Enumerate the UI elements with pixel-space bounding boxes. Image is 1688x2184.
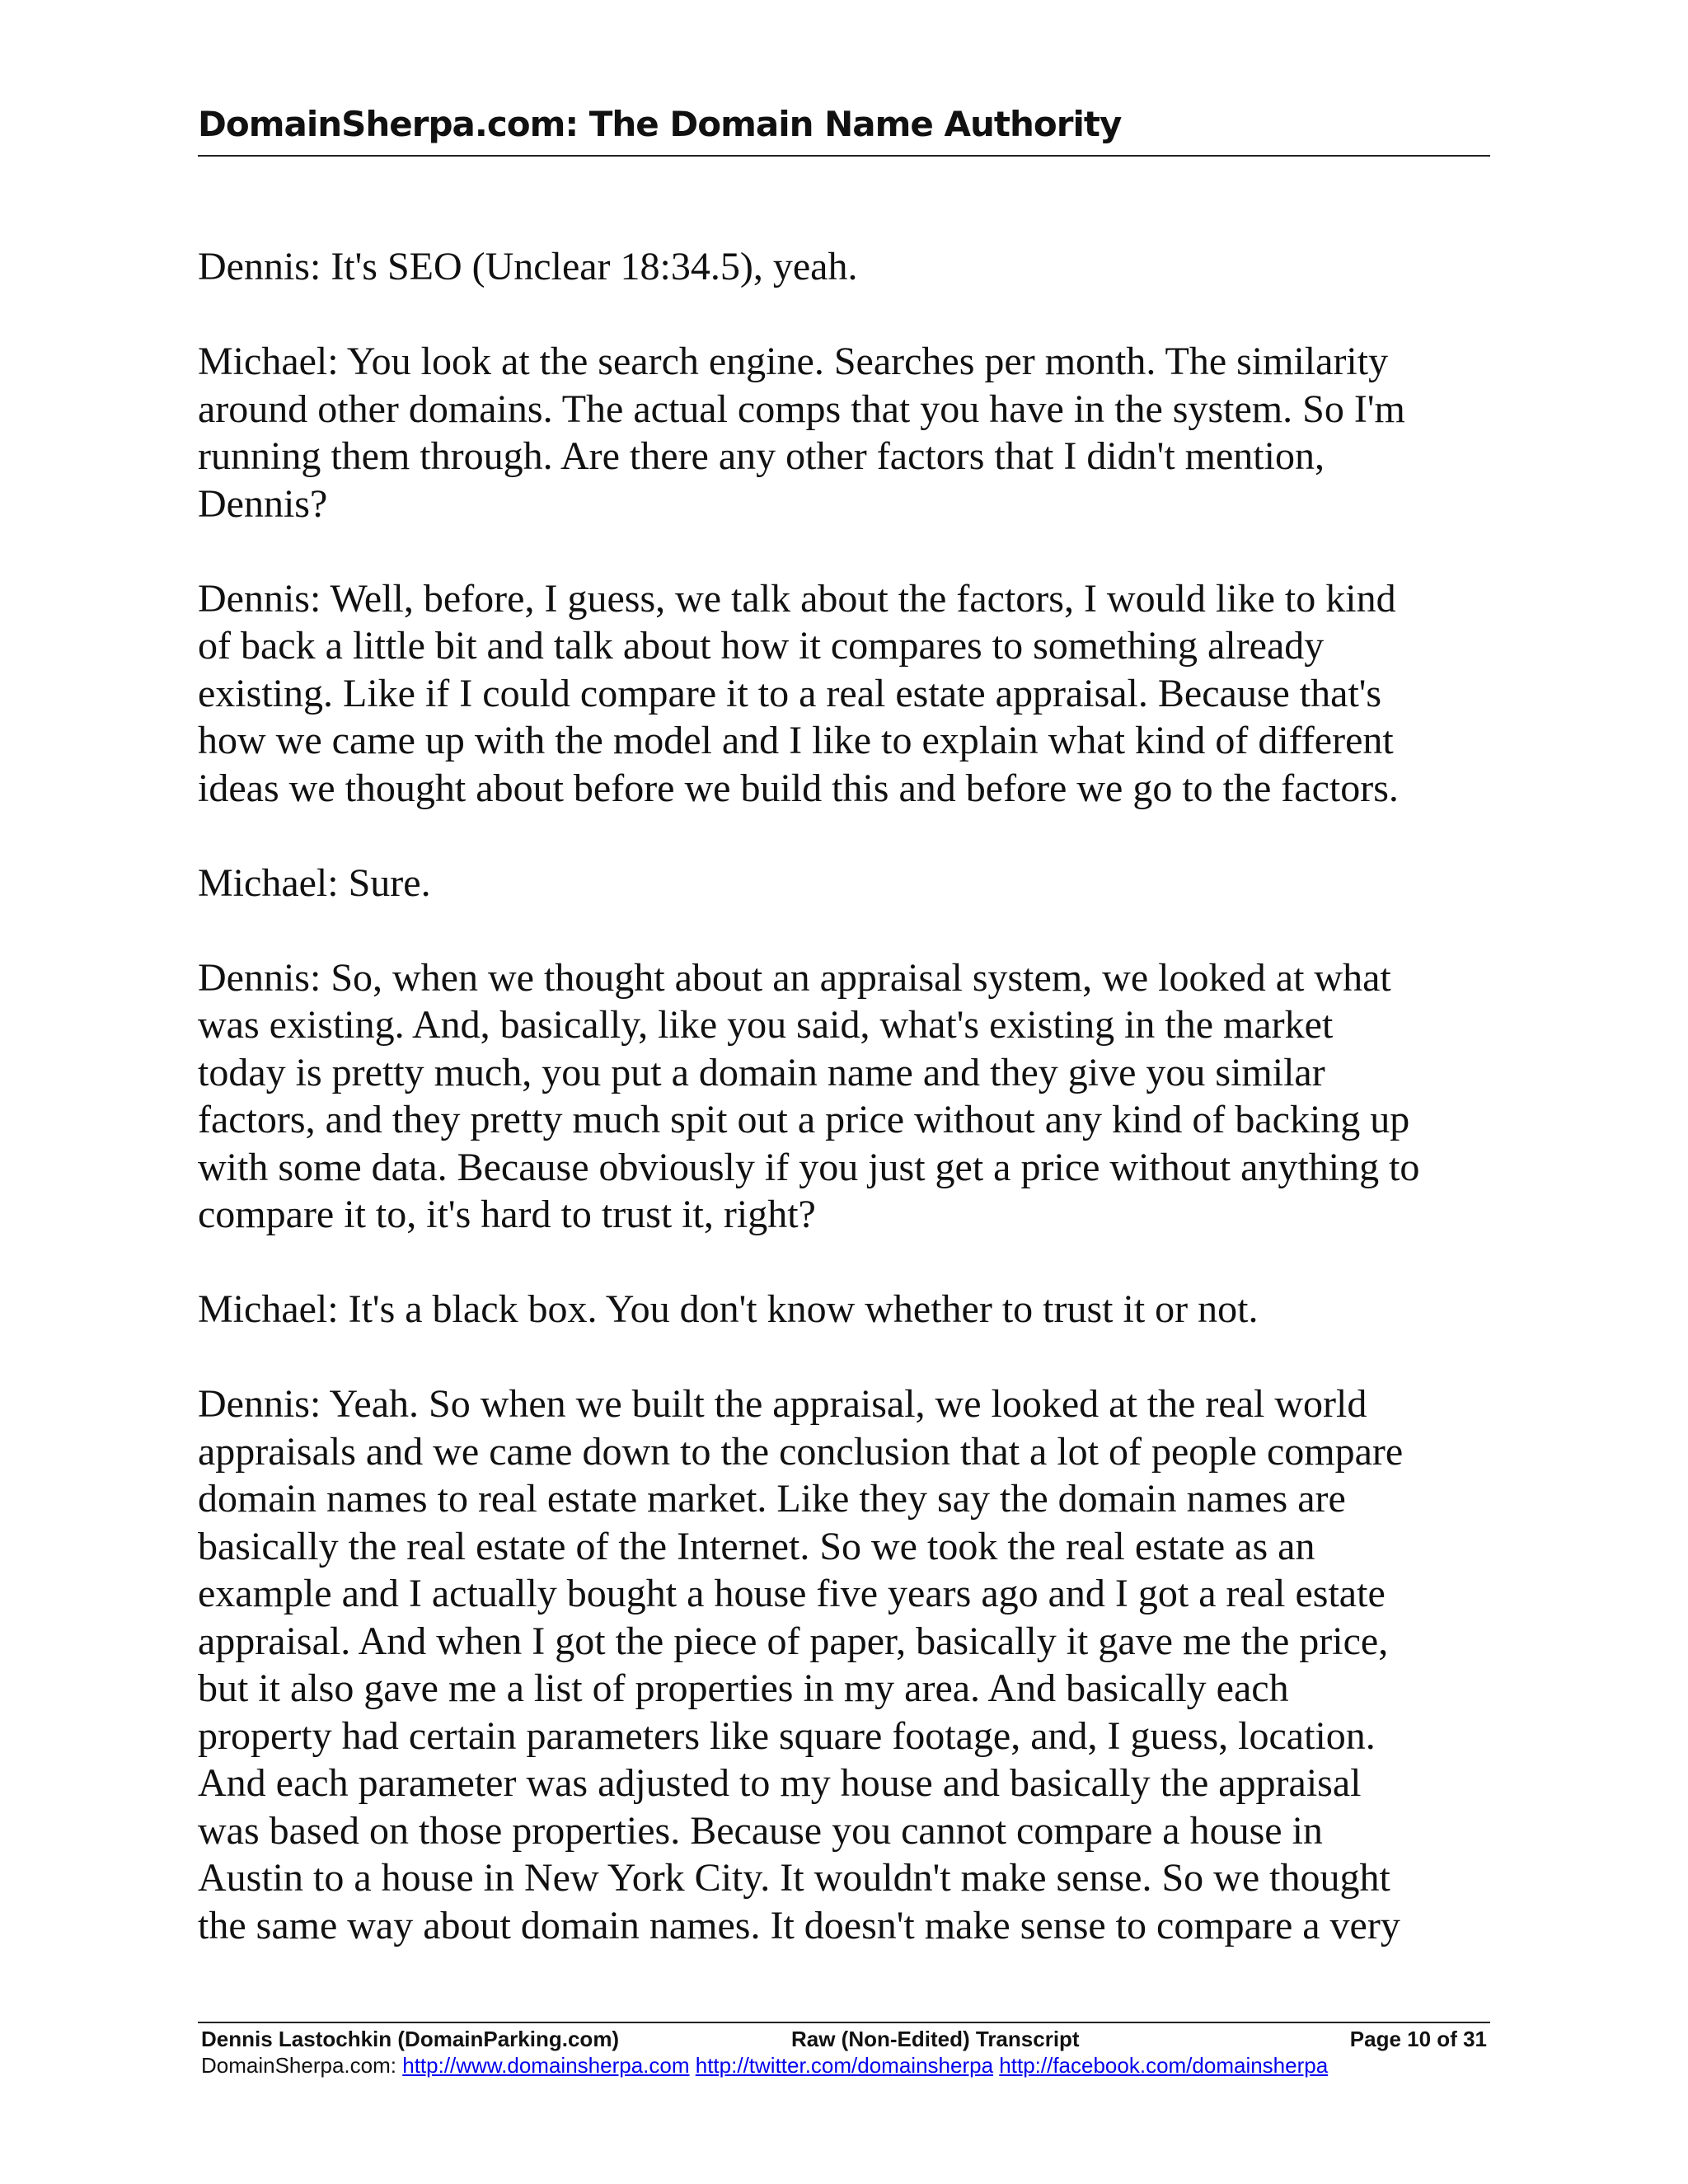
- footer-link-twitter[interactable]: http://twitter.com/domainsherpa: [695, 2053, 994, 2078]
- transcript-paragraph: Dennis: It's SEO (Unclear 18:34.5), yeah.: [198, 245, 858, 288]
- page-title: DomainSherpa.com: The Domain Name Authority: [198, 104, 1122, 144]
- page-footer: [198, 2022, 1490, 2079]
- footer-link-website[interactable]: http://www.domainsherpa.com: [402, 2053, 690, 2078]
- transcript-body: [198, 243, 1490, 1997]
- transcript-paragraph: Dennis: So, when we thought about an appraisal system, we looked at what was existing. And, basically, like you said, what's existing in the market today is pretty much, you put a domain name and they give you similar factors, and they pretty much spit out a price without any kind of backing up with some data. Because obviously if you just get a price without anything to compare it to, it's hard to trust it, right?: [198, 955, 1420, 1236]
- transcript-paragraph: Michael: Sure.: [198, 860, 431, 905]
- footer-transcript-type: Raw (Non-Edited) Transcript: [791, 2027, 1080, 2051]
- footer-page-number: Page 10 of 31: [1349, 2027, 1487, 2051]
- footer-info-row: [198, 2027, 1490, 2051]
- page-header: [198, 99, 1490, 157]
- footer-links-row: [198, 2053, 1490, 2079]
- transcript-paragraph: Michael: You look at the search engine. Searches per month. The similarity around other domains. The actual comps that you have in the system. So I'm running them through. Are there any other factors that I didn't mention, Dennis?: [198, 340, 1405, 526]
- footer-link-facebook[interactable]: http://facebook.com/domainsherpa: [999, 2053, 1329, 2078]
- transcript-paragraph: Dennis: Yeah. So when we built the appraisal, we looked at the real world appraisals and we came down to the conclusion that a lot of people compare domain names to real estate market. Like they say the domain names are basically the real estate of the Internet. So we took the real estate as an example and I actually bought a house five years ago and I got a real estate appraisal. And when I got the piece of paper, basically it gave me the price, but it also gave me a list of properties in my area. And basically each property had certain parameters like square footage, and, I guess, location. And each parameter was adjusted to my house and basically the appraisal was based on those properties. Because you cannot compare a house in Austin to a house in New York City. It wouldn't make sense. So we thought the same way about domain names. It doesn't make sense to compare a very: [198, 1382, 1404, 1947]
- transcript-paragraph: Michael: It's a black box. You don't know whether to trust it or not.: [198, 1287, 1259, 1331]
- footer-guest: Dennis Lastochkin (DomainParking.com): [201, 2027, 620, 2051]
- footer-site-prefix: DomainSherpa.com:: [201, 2053, 403, 2078]
- transcript-paragraph: Dennis: Well, before, I guess, we talk about the factors, I would like to kind of back a little bit and talk about how it compares to something already existing. Like if I could compare it to a real estate appraisal. Because that's how we came up with the model and I like to explain what kind of different ideas we thought about before we build this and before we go to the factors.: [198, 576, 1399, 810]
